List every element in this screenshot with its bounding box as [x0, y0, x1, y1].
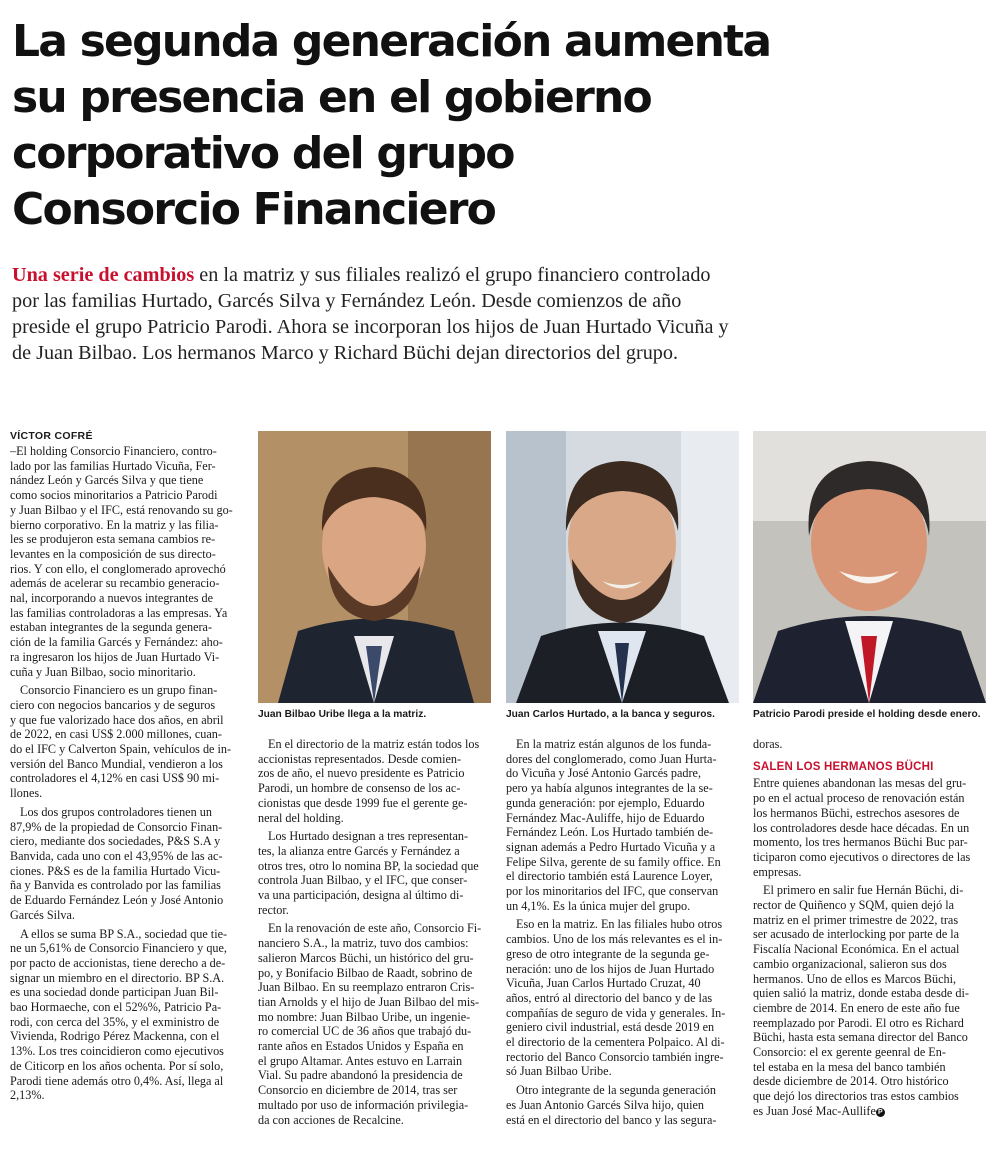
text-line: cuña y Juan Bilbao, socio minoritario. [10, 664, 196, 679]
text-line: Felipe Silva, gerente de su family office. En [506, 854, 721, 869]
text-line: signan además a Pedro Hurtado Vicuña y a [506, 839, 716, 854]
text-line: neración: uno de los hijos de Juan Hurtado [506, 961, 715, 976]
photo-caption: Juan Carlos Hurtado, a la banca y seguros. [506, 709, 715, 720]
text-line: ciero con negocios bancarios y de seguros [10, 697, 216, 712]
text-line: desde diciembre de 2014. Otro histórico [753, 1074, 949, 1089]
text-line: años, entró al directorio del banco y de las [506, 990, 713, 1005]
text-line: Los dos grupos controladores tienen un [20, 804, 212, 819]
text-line: quien salió la matriz, donde estaba desde di- [753, 986, 969, 1001]
photo-juan-bilbao [258, 431, 491, 703]
text-line: hermanos. Uno de ellos es Marcos Büchi, [753, 971, 957, 986]
column-paragraph [10, 927, 246, 1103]
text-line: ne un 5,61% de Consorcio Financiero y que, [10, 941, 227, 956]
headline [12, 14, 892, 238]
text-line: versión del Banco Mundial, vendieron a los [10, 756, 223, 771]
text-line: de Citicorp en los años ochenta. Por sí solo, [10, 1058, 224, 1073]
text-line: llones. [10, 786, 43, 801]
text-line: Consorcio Financiero es un grupo finan- [20, 683, 218, 698]
text-line: rector de Quiñenco y SQM, quien dejó la [753, 898, 955, 913]
text-line: rector. [258, 902, 289, 917]
end-mark-icon: P [876, 1108, 885, 1117]
text-line: dores del conglomerado, como Juan Hurta- [506, 751, 717, 766]
text-line: do Vicuña y José Antonio Garcés padre, [506, 766, 702, 781]
column-paragraph [506, 1083, 739, 1127]
text-line: empresas. [753, 864, 802, 879]
column-paragraph [753, 883, 986, 1118]
text-line: Fernández León. Los Hurtado también de- [506, 825, 714, 840]
text-line: zos de año, el nuevo presidente es Patricio [258, 766, 465, 781]
text-line: bao Hormaeche, con el 52%%, Patricio Pa- [10, 1000, 222, 1015]
text-line: El primero en salir fue Hernán Büchi, di- [763, 883, 964, 898]
text-line: Eso en la matriz. En las filiales hubo otros [516, 917, 723, 932]
text-line: rodi, con cerca del 35%, y el exministro de [10, 1014, 220, 1029]
portrait-image [753, 431, 986, 703]
text-line: geniero civil industrial, está desde 2019 en [506, 1020, 715, 1035]
text-line: multado por uso de información privilegia- [258, 1097, 469, 1112]
text-line: compañías de seguro de vida y generales. In- [506, 1005, 726, 1020]
text-line: ticiparon como ejecutivos o directores de las [753, 849, 971, 864]
text-line: ciembre de 2014. En enero de este año fue [753, 1000, 960, 1015]
text-line: otros tres, otro lo nomina BP, la sociedad que [258, 858, 479, 873]
text-line: cionistas que desde 1999 fue el gerente ge- [258, 795, 468, 810]
text-line: ra ingresaron los hijos de Juan Hurtado Vi- [10, 649, 220, 664]
text-line: además de acelerar su recambio generacio- [10, 576, 220, 591]
text-line: signar un miembro en el directorio. BP S.A. [10, 970, 225, 985]
column-paragraph [753, 737, 986, 752]
text-line: Parodi, un hombre de consenso de los ac- [258, 781, 461, 796]
text-line: ña y Banvida es controlado por las familias [10, 878, 221, 893]
text-line: reemplazado por Parodi. El otro es Richard [753, 1015, 964, 1030]
text-line: Fiscalía Nacional Económica. En el actual [753, 942, 960, 957]
text-line: matriz en el primer trimestre de 2022, tras [753, 912, 959, 927]
text-line: gunda generación: por ejemplo, Eduardo [506, 795, 705, 810]
text-line: rios. Y con ello, el conglomerado aprovechó [10, 561, 226, 576]
text-line: ro comercial UC de 36 años que trabajó du- [258, 1024, 472, 1039]
headline-line: su presencia en el gobierno [12, 72, 651, 123]
text-line: les se produjeron esta semana cambios re- [10, 532, 216, 547]
text-line: Banvida, cada uno con el 43,95% de las ac- [10, 848, 223, 863]
text-line: ser acusado de interlocking por parte de la [753, 927, 960, 942]
text-line: doras. [753, 737, 783, 751]
text-line: En el directorio de la matriz están todos los [268, 737, 480, 751]
text-line: es una sociedad donde participan Juan Bil- [10, 985, 219, 1000]
text-line: que dejó los directorios tras estos cambios [753, 1089, 959, 1104]
text-line: do el IFC y Calverton Spain, vehículos de in- [10, 742, 232, 757]
text-line: –El holding Consorcio Financiero, contro- [10, 444, 217, 458]
section-subhead: SALEN LOS HERMANOS BÜCHI [753, 760, 934, 773]
text-line: Vial. Su padre abandonó la presidencia de [258, 1068, 463, 1083]
column-paragraph [258, 829, 491, 917]
text-line: por los minoritarios del IFC, que conservan [506, 884, 719, 899]
text-line: 2,13%. [10, 1088, 45, 1103]
text-line: lado por las familias Hurtado Vicuña, Fer- [10, 458, 216, 473]
section-body [753, 776, 986, 1118]
column-paragraph [10, 444, 246, 679]
headline-line: Consorcio Financiero [12, 184, 496, 235]
text-line: un 4,1%. Es la única mujer del grupo. [506, 898, 691, 913]
deck-line-rest: en la matriz y sus filiales realizó el grupo financiero controlado [194, 264, 711, 286]
text-line: Garcés Silva. [10, 907, 75, 922]
text-line: nández León y Garcés Silva y que tiene [10, 473, 204, 488]
photo-patricio-parodi [753, 431, 986, 703]
text-line: tel estaba en la mesa del banco también [753, 1059, 946, 1074]
text-line: rante años en Estados Unidos y España en [258, 1039, 464, 1054]
text-line: ción de la familia Garcés y Fernández: aho- [10, 635, 223, 650]
text-line: controladores el 4,12% en casi US$ 90 mi- [10, 771, 220, 786]
text-line: ciones. P&S es de la familia Hurtado Vicu- [10, 863, 221, 878]
text-line: y que fue valorizado hace dos años, en abril [10, 712, 224, 727]
text-line: los controladores desde hace décadas. En un [753, 820, 970, 835]
column-paragraph [258, 737, 491, 825]
end-of-article-line [753, 1104, 885, 1118]
text-line: Los Hurtado designan a tres representan- [268, 829, 469, 844]
text-line: está en el directorio del banco y las segura- [506, 1112, 717, 1127]
text-line: va una participación, designa al último di- [258, 888, 464, 903]
column-paragraph [506, 917, 739, 1079]
text-line: Vivienda, Rodrigo Pérez Mackenna, con el [10, 1029, 220, 1044]
text-line: de Eduardo Fernández León y José Antonio [10, 893, 224, 908]
text-line: de 2022, en casi US$ 2.000 millones, cuan- [10, 727, 222, 742]
text-line: mo nombre: Juan Bilbao Uribe, un ingenie- [258, 1009, 471, 1024]
text-line: el directorio también está Laurence Loyer, [506, 869, 713, 884]
byline: VÍCTOR COFRÉ [10, 430, 93, 442]
text-line: neral del holding. [258, 810, 344, 825]
column-paragraph [10, 805, 246, 923]
text-line: Büchi, hasta esta semana director del Banco [753, 1030, 968, 1045]
text-line: el grupo Altamar. Antes estuvo en Larrain [258, 1053, 463, 1068]
text-line: rectorio del Banco Consorcio también ingre- [506, 1049, 724, 1064]
text-line: Consorcio: el ex gerente geenral de En- [753, 1045, 946, 1060]
column-paragraph [258, 921, 491, 1127]
article-column-1 [10, 444, 246, 1103]
text-line: y Juan Bilbao y el IFC, está renovando su go- [10, 502, 233, 517]
text-line: accionistas representados. Desde comien- [258, 751, 462, 766]
text-line [753, 1104, 986, 1119]
deck [12, 262, 892, 366]
text-line: levantes en la composición de sus directo- [10, 546, 216, 561]
photo-caption: Juan Bilbao Uribe llega a la matriz. [258, 709, 427, 720]
text-line: só Juan Bilbao Uribe. [506, 1064, 612, 1079]
text-line: greso de otro integrante de la segunda ge- [506, 946, 710, 961]
text-line: po en el actual proceso de renovación están [753, 791, 965, 806]
text-line: 87,9% de la propiedad de Consorcio Finan- [10, 819, 223, 834]
article-column-2 [258, 737, 491, 1127]
text-line: En la renovación de este año, Consorcio Fi- [268, 921, 482, 936]
portrait-image [258, 431, 491, 703]
text-line: estaban integrantes de la segunda genera- [10, 620, 213, 635]
text-line: controla Juan Bilbao, y el IFC, que conser- [258, 873, 468, 888]
photo-caption: Patricio Parodi preside el holding desde enero. [753, 709, 981, 720]
text-line: por pacto de accionistas, tiene derecho a de- [10, 955, 226, 970]
text-line: cambios. Uno de los más relevantes es el in- [506, 932, 723, 947]
text-line: da con acciones de Recalcine. [258, 1112, 404, 1127]
headline-line: corporativo del grupo [12, 128, 514, 179]
text-line: los hermanos Büchi, estrechos asesores de [753, 805, 960, 820]
column-paragraph [10, 683, 246, 801]
text-line: tes, la alianza entre Garcés y Fernández a [258, 843, 460, 858]
text-line: es Juan Antonio Garcés Silva hijo, quien [506, 1097, 705, 1112]
text-line: A ellos se suma BP S.A., sociedad que tie- [20, 926, 228, 941]
text-line: po, y Bonifacio Bilbao de Raadt, sobrino de [258, 965, 473, 980]
text-line: 13%. Los tres coincidieron como ejecutivos [10, 1044, 224, 1059]
text-line: Otro integrante de la segunda generación [516, 1083, 716, 1098]
deck-line: por las familias Hurtado, Garcés Silva y Fernández León. Desde comienzos de año [12, 290, 682, 312]
text-line: Juan Bilbao. En su reemplazo entraron Cris- [258, 980, 475, 995]
article-column-4 [753, 737, 986, 1119]
text-line: nanciero S.A., la matriz, tuvo dos cambios: [258, 936, 469, 951]
text-line: momento, los tres hermanos Büchi Buc par- [753, 835, 968, 850]
text-line: bierno corporativo. En la matriz y las filia- [10, 517, 219, 532]
photo-juan-carlos-hurtado [506, 431, 739, 703]
portrait-image [506, 431, 739, 703]
text-line: Vicuña, Juan Carlos Hurtado Cruzat, 40 [506, 976, 701, 991]
deck-line [12, 262, 892, 288]
deck-line: de Juan Bilbao. Los hermanos Marco y Richard Büchi dejan directorios del grupo. [12, 342, 679, 364]
text-line: tian Arnolds y el hijo de Juan Bilbao del mis- [258, 994, 480, 1009]
text-line: Consorcio en diciembre de 2014, tras ser [258, 1083, 458, 1098]
text-line-content: es Juan José Mac-Aullife [753, 1103, 876, 1118]
deck-lead: Una serie de cambios [12, 264, 195, 286]
text-line: Fernández Mac-Auliffe, hijo de Eduardo [506, 810, 705, 825]
deck-line: preside el grupo Patricio Parodi. Ahora se incorporan los hijos de Juan Hurtado Vicuña y [12, 316, 729, 338]
text-line: Parodi tiene además otro 0,4%. Así, llega al [10, 1073, 224, 1088]
text-line: Entre quienes abandonan las mesas del gru- [753, 776, 967, 791]
column-paragraph [753, 776, 986, 879]
text-line: pero ya había algunos integrantes de la se- [506, 781, 713, 796]
column-paragraph [506, 737, 739, 913]
text-line: el directorio de la cementera Polpaico. Al di- [506, 1035, 725, 1050]
text-line: como socios minoritarios a Patricio Parodi [10, 488, 218, 503]
article-column-3 [506, 737, 739, 1127]
headline-line: La segunda generación aumenta [12, 16, 771, 67]
text-line: nal, incorporando a nuevos integrantes de [10, 591, 214, 606]
text-line: ciero, mediante dos sociedades, P&S S.A y [10, 834, 221, 849]
text-line: cambio organizacional, salieron sus dos [753, 956, 947, 971]
text-line: las familias controladoras a las empresas. Ya [10, 605, 228, 620]
text-line: En la matriz están algunos de los funda- [516, 737, 712, 751]
text-line: salieron Marcos Büchi, un histórico del gru- [258, 950, 474, 965]
